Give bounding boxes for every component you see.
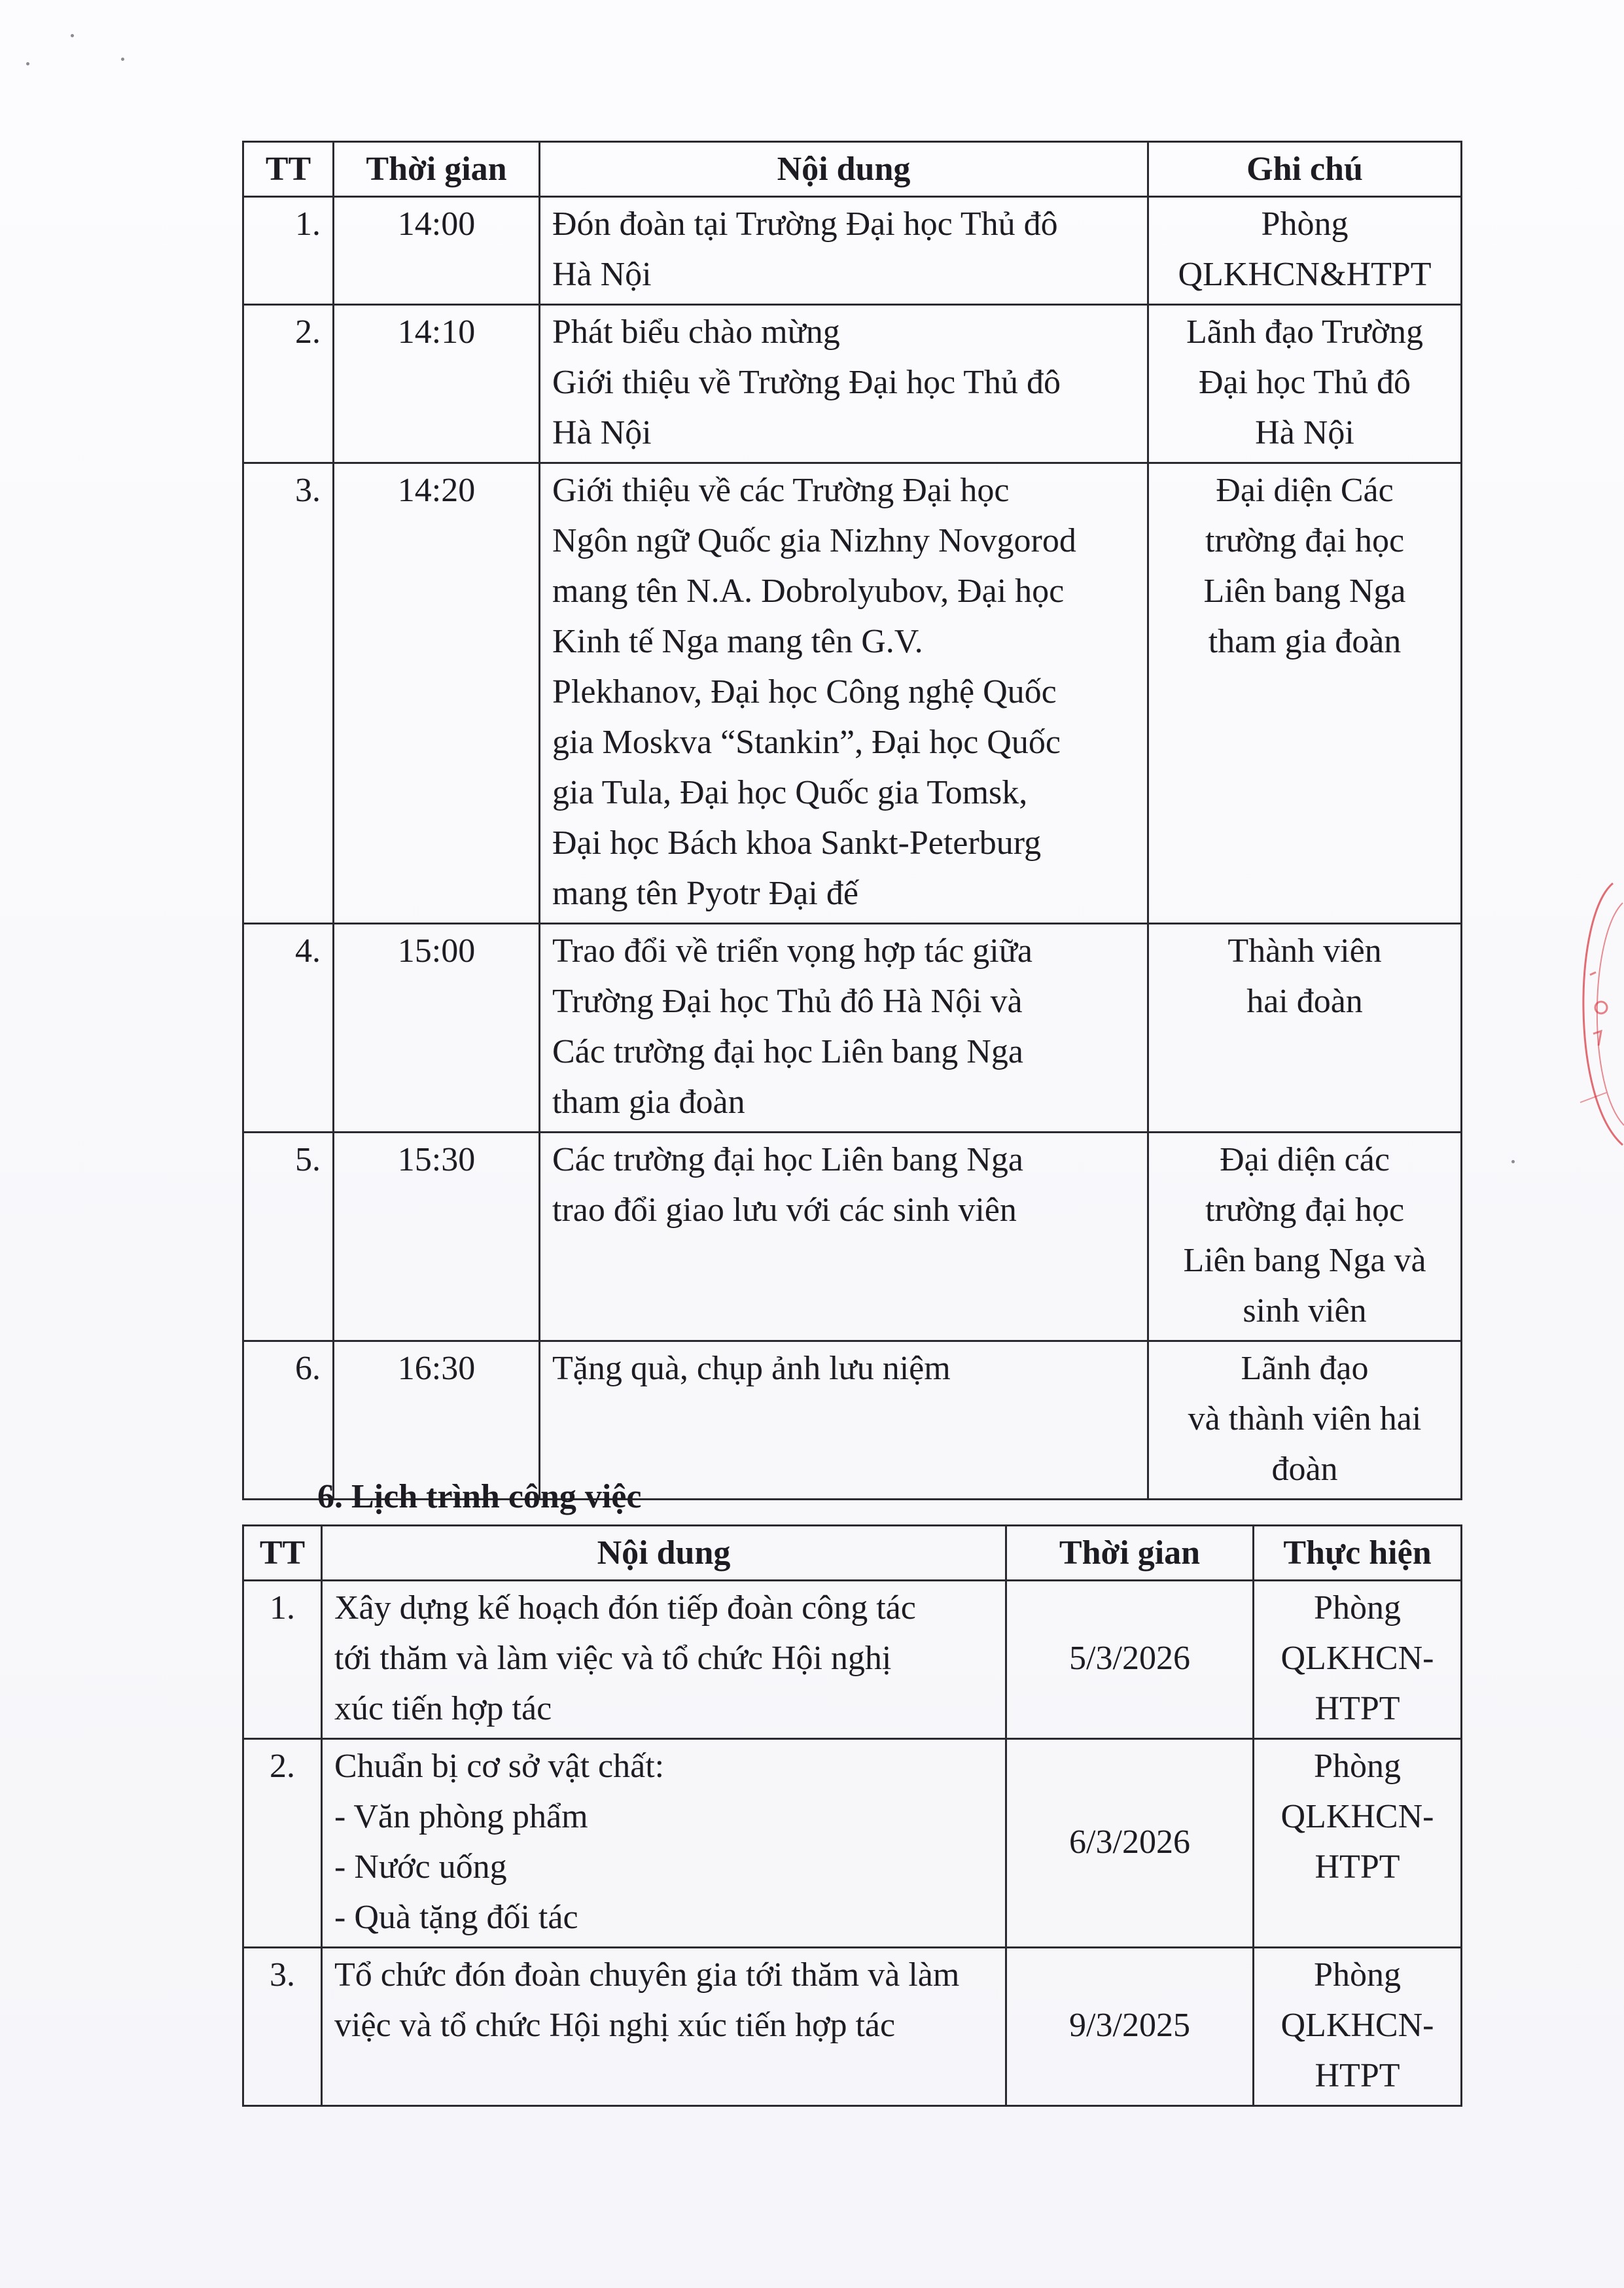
row-note: Lãnh đạo và thành viên hai đoàn <box>1148 1341 1462 1500</box>
row-note: Đại diện các trường đại học Liên bang Nga và sinh viên <box>1148 1133 1462 1341</box>
row-number: 1. <box>243 1581 322 1739</box>
row-content: Giới thiệu về các Trường Đại học Ngôn ngữ Quốc gia Nizhny Novgorod mang tên N.A. Dobrolyubov, Đại học Kinh tế Nga mang tên G.V. Plekhanov, Đại học Công nghệ Quốc gia Moskva “Stankin”, Đại học Quốc gia Tula, Đại học Quốc gia Tomsk, Đại học Bách khoa Sankt-Peterburg mang tên Pyotr Đại đế <box>540 463 1148 924</box>
schedule-table <box>242 141 1462 1500</box>
row-content: Trao đổi về triển vọng hợp tác giữa Trường Đại học Thủ đô Hà Nội và Các trường đại học Liên bang Nga tham gia đoàn <box>540 924 1148 1133</box>
row-number: 1. <box>243 197 334 305</box>
row-note: Đại diện Các trường đại học Liên bang Nga tham gia đoàn <box>1148 463 1462 924</box>
row-content: Phát biểu chào mừng Giới thiệu về Trường Đại học Thủ đô Hà Nội <box>540 305 1148 463</box>
header-executor: Thực hiện <box>1254 1526 1462 1581</box>
row-content: Đón đoàn tại Trường Đại học Thủ đô Hà Nội <box>540 197 1148 305</box>
row-time: 14:20 <box>334 463 540 924</box>
row-date: 6/3/2026 <box>1006 1739 1254 1948</box>
row-number: 2. <box>243 1739 322 1948</box>
schedule-header-row <box>243 142 1462 197</box>
row-time: 15:30 <box>334 1133 540 1341</box>
row-number: 3. <box>243 1948 322 2106</box>
table-row <box>243 305 1462 463</box>
row-number: 6. <box>243 1341 334 1500</box>
row-number: 5. <box>243 1133 334 1341</box>
row-content: Xây dựng kế hoạch đón tiếp đoàn công tác tới thăm và làm việc và tổ chức Hội nghị xúc tiến hợp tác <box>322 1581 1006 1739</box>
row-note: Phòng QLKHCN&HTPT <box>1148 197 1462 305</box>
scan-speck <box>121 58 124 61</box>
table-row <box>243 1581 1462 1739</box>
scan-speck <box>71 34 74 37</box>
row-content: Chuẩn bị cơ sở vật chất: - Văn phòng phẩm - Nước uống - Quà tặng đối tác <box>322 1739 1006 1948</box>
table-row <box>243 1133 1462 1341</box>
row-executor: Phòng QLKHCN- HTPT <box>1254 1948 1462 2106</box>
row-content: Tặng quà, chụp ảnh lưu niệm <box>540 1341 1148 1500</box>
row-note: Lãnh đạo Trường Đại học Thủ đô Hà Nội <box>1148 305 1462 463</box>
row-time: 16:30 <box>334 1341 540 1500</box>
header-tt: TT <box>243 142 334 197</box>
row-date: 9/3/2025 <box>1006 1948 1254 2106</box>
table-row <box>243 1739 1462 1948</box>
header-time: Thời gian <box>334 142 540 197</box>
row-content: Tổ chức đón đoàn chuyên gia tới thăm và làm việc và tổ chức Hội nghị xúc tiến hợp tác <box>322 1948 1006 2106</box>
table-row <box>243 1948 1462 2106</box>
row-date: 5/3/2026 <box>1006 1581 1254 1739</box>
stamp-fragment-icon <box>1567 877 1624 1152</box>
work-header-row <box>243 1526 1462 1581</box>
row-executor: Phòng QLKHCN- HTPT <box>1254 1581 1462 1739</box>
header-tt: TT <box>243 1526 322 1581</box>
row-number: 3. <box>243 463 334 924</box>
scan-speck <box>26 62 29 65</box>
row-executor: Phòng QLKHCN- HTPT <box>1254 1739 1462 1948</box>
row-time: 14:00 <box>334 197 540 305</box>
row-number: 2. <box>243 305 334 463</box>
header-content: Nội dung <box>540 142 1148 197</box>
row-number: 4. <box>243 924 334 1133</box>
row-time: 14:10 <box>334 305 540 463</box>
header-date: Thời gian <box>1006 1526 1254 1581</box>
table-row <box>243 463 1462 924</box>
table-row <box>243 924 1462 1133</box>
table-row <box>243 197 1462 305</box>
section-heading: 6. Lịch trình công việc <box>317 1478 642 1515</box>
row-time: 15:00 <box>334 924 540 1133</box>
scan-speck <box>1511 1160 1515 1163</box>
row-content: Các trường đại học Liên bang Nga trao đổi giao lưu với các sinh viên <box>540 1133 1148 1341</box>
work-schedule-table <box>242 1524 1462 2107</box>
header-content: Nội dung <box>322 1526 1006 1581</box>
header-note: Ghi chú <box>1148 142 1462 197</box>
row-note: Thành viên hai đoàn <box>1148 924 1462 1133</box>
